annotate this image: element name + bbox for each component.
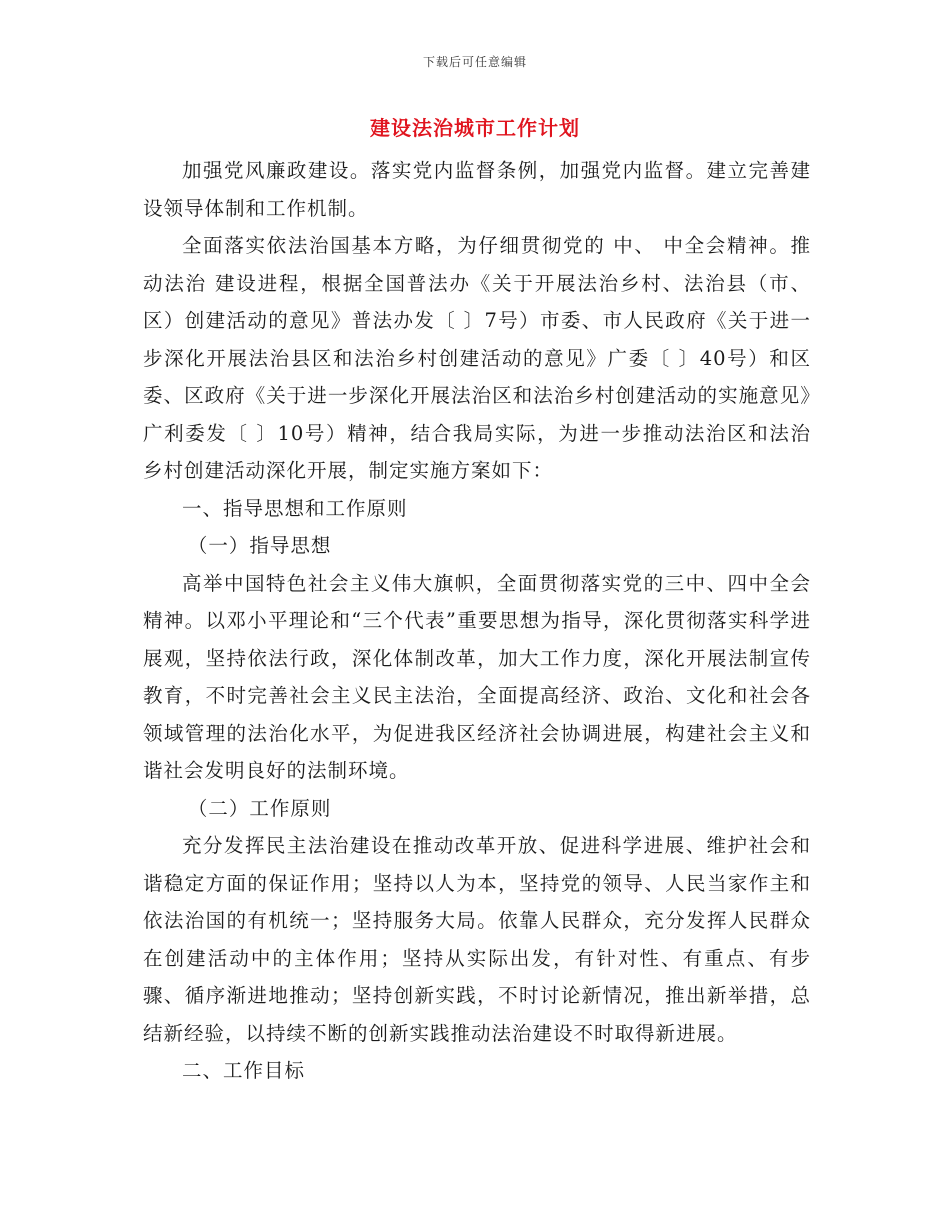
- paragraph-party-conduct: 加强党风廉政建设。落实党内监督条例，加强党内监督。建立完善建设领导体制和工作机制。: [143, 159, 811, 220]
- subsection-heading-work-principles: （二）工作原则: [187, 796, 332, 820]
- subsection-heading-guiding-thought: （一）指导思想: [187, 534, 332, 557]
- paragraph-background: 全面落实依法治国基本方略，为仔细贯彻党的 中、 中全会精神。推动法治 建设进程，根据全国普法办《关于开展法治乡村、法治县（市、区）创建活动的意见》普法办发〔 〕7号）市委、市人民政府《关于进一步深化开展法治县区和法治乡村创建活动的意见》广委〔 〕40号）和区委、区政府《关于进一步深化开展法治区和法治乡村创建活动的实施意见》广利委发〔 〕10号）精神，结合我局实际，为进一步推动法治区和法治乡村创建活动深化开展，制定实施方案如下：: [143, 234, 811, 482]
- paragraph-guiding-thought: 高举中国特色社会主义伟大旗帜，全面贯彻落实党的三中、四中全会精神。以邓小平理论和“三个代表”重要思想为指导，深化贯彻落实科学进展观，坚持依法行政，深化体制改革，加大工作力度，深化开展法制宣传教育，不时完善社会主义民主法治，全面提高经济、政治、文化和社会各领域管理的法治化水平，为促进我区经济社会协调进展，构建社会主义和谐社会发明良好的法制环境。: [143, 571, 811, 782]
- section-heading-guiding-principles: 一、指导思想和工作原则: [182, 496, 408, 520]
- document-body: [143, 152, 811, 1090]
- paragraph-work-principles: 充分发挥民主法治建设在推动改革开放、促进科学进展、维护社会和谐稳定方面的保证作用；坚持以人为本，坚持党的领导、人民当家作主和依法治国的有机统一；坚持服务大局。依靠人民群众，充分发挥人民群众在创建活动中的主体作用；坚持从实际出发，有针对性、有重点、有步骤、循序渐进地推动；坚持创新实践，不时讨论新情况，推出新举措，总结新经验，以持续不断的创新实践推动法治建设不时取得新进展。: [143, 834, 811, 1045]
- page-header-note: 下载后可任意编辑: [422, 55, 527, 69]
- document-title: 建设法治城市工作计划: [370, 116, 580, 140]
- section-heading-work-goals: 二、工作目标: [182, 1059, 306, 1082]
